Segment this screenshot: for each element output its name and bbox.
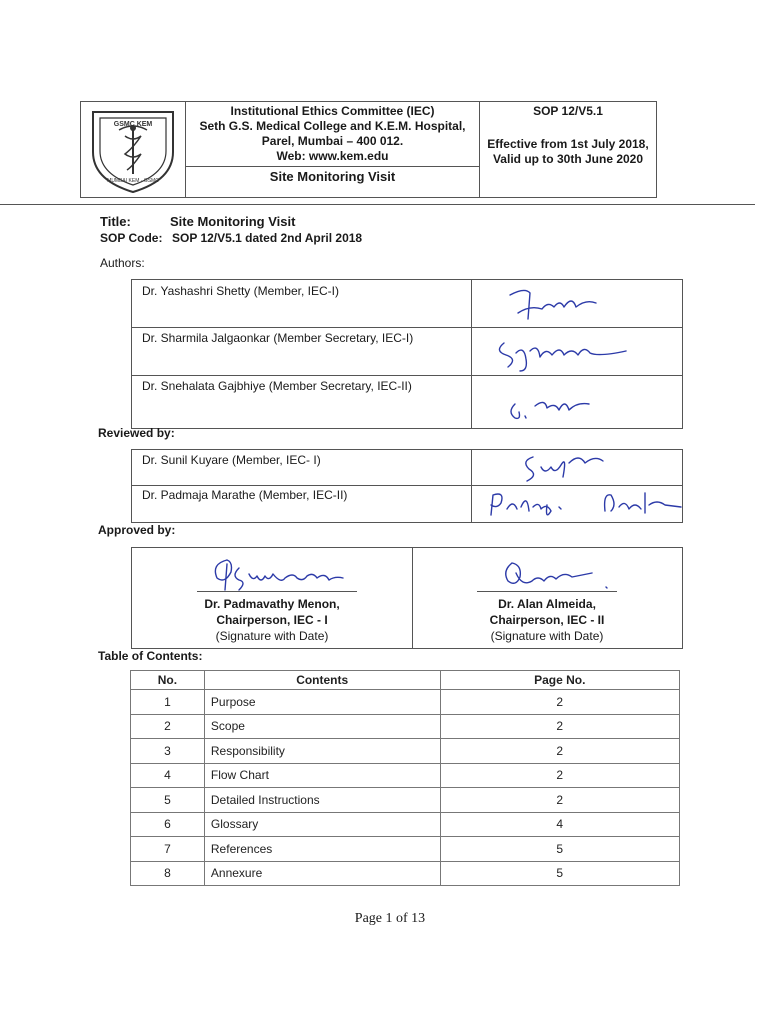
toc-row-page: 2 [440,690,680,715]
approver-note: (Signature with Date) [490,629,604,643]
author-signature-1 [500,285,610,325]
reviewer-signature-2 [485,485,685,525]
toc-row [131,837,680,862]
effective-date: Effective from 1st July 2018, [487,137,649,151]
logo-cell [81,102,186,197]
org-address: Parel, Mumbai – 400 012. [261,134,404,148]
author-signature-2 [490,331,630,375]
approver-signature-2 [498,553,618,593]
org-cell [186,102,480,197]
org-name: Institutional Ethics Committee (IEC) [230,104,435,118]
toc-table [130,670,680,886]
authors-row-divider [132,375,682,376]
authors-column-divider [471,280,472,428]
toc-row-contents: Glossary [204,812,440,837]
valid-date: Valid up to 30th June 2020 [492,152,644,166]
approver-role: Chairperson, IEC - I [216,613,328,627]
reviewer-name: Dr. Padmaja Marathe (Member, IEC-II) [142,488,348,502]
toc-row-contents: Responsibility [204,739,440,764]
toc-label: Table of Contents: [98,649,203,663]
page-number: Page 1 of 13 [354,911,426,926]
toc-row [131,690,680,715]
approver-name: Dr. Alan Almeida, [498,597,596,611]
toc-row-page: 2 [440,763,680,788]
author-signature-3 [505,390,595,426]
toc-row-contents: Detailed Instructions [204,788,440,813]
toc-row-no: 5 [131,788,205,813]
author-name: Dr. Yashashri Shetty (Member, IEC-I) [142,284,339,298]
sop-number: SOP 12/V5.1 [533,104,603,118]
document-header [80,101,657,198]
toc-row-page: 5 [440,861,680,886]
logo-text-top: GSMC KEM [113,121,153,128]
header-rule [0,204,755,205]
author-name: Dr. Sharmila Jalgaonkar (Member Secretary, IEC-I) [142,331,414,345]
toc-row-page: 2 [440,788,680,813]
approved-label: Approved by: [98,523,176,537]
toc-row [131,788,680,813]
reviewer-name: Dr. Sunil Kuyare (Member, IEC- I) [142,453,321,467]
toc-row-page: 2 [440,739,680,764]
title-label: Title: [100,214,131,229]
sop-code-value: SOP 12/V5.1 dated 2nd April 2018 [172,231,363,245]
toc-header-page: Page No. [440,671,680,690]
header-divider [186,166,479,167]
institution-logo-icon [83,104,183,196]
approver-name: Dr. Padmavathy Menon, [204,597,340,611]
toc-header-no: No. [131,671,205,690]
toc-header-contents: Contents [204,671,440,690]
toc-header-row [131,671,680,690]
toc-row-contents: Flow Chart [204,763,440,788]
toc-row-page: 4 [440,812,680,837]
authors-label: Authors: [100,256,145,270]
authors-row-divider [132,327,682,328]
toc-row [131,714,680,739]
reviewed-label: Reviewed by: [98,426,175,440]
org-website: Web: www.kem.edu [276,149,389,163]
toc-row-contents: Scope [204,714,440,739]
approver-role: Chairperson, IEC - II [489,613,605,627]
org-college: Seth G.S. Medical College and K.E.M. Hospital, [199,119,466,133]
toc-row-no: 3 [131,739,205,764]
sop-code-label: SOP Code: [100,231,163,245]
reviewer-signature-1 [515,447,605,487]
toc-row-no: 2 [131,714,205,739]
toc-row-contents: Annexure [204,861,440,886]
title-value: Site Monitoring Visit [170,214,296,229]
toc-row-contents: Purpose [204,690,440,715]
toc-row-no: 6 [131,812,205,837]
reviewers-column-divider [471,450,472,522]
logo-text-bottom: MUMBAI KEM · GSMC [107,178,159,184]
sop-cell [480,102,656,197]
toc-row [131,812,680,837]
toc-row-no: 7 [131,837,205,862]
toc-row-page: 5 [440,837,680,862]
toc-row-no: 8 [131,861,205,886]
approver-signature-1 [205,554,355,598]
toc-row-contents: References [204,837,440,862]
author-name: Dr. Snehalata Gajbhiye (Member Secretary, IEC-II) [142,379,412,393]
toc-row-no: 1 [131,690,205,715]
toc-row-no: 4 [131,763,205,788]
toc-row [131,763,680,788]
toc-row [131,861,680,886]
toc-row-page: 2 [440,714,680,739]
doc-title: Site Monitoring Visit [269,169,396,184]
toc-row [131,739,680,764]
approver-note: (Signature with Date) [215,629,329,643]
